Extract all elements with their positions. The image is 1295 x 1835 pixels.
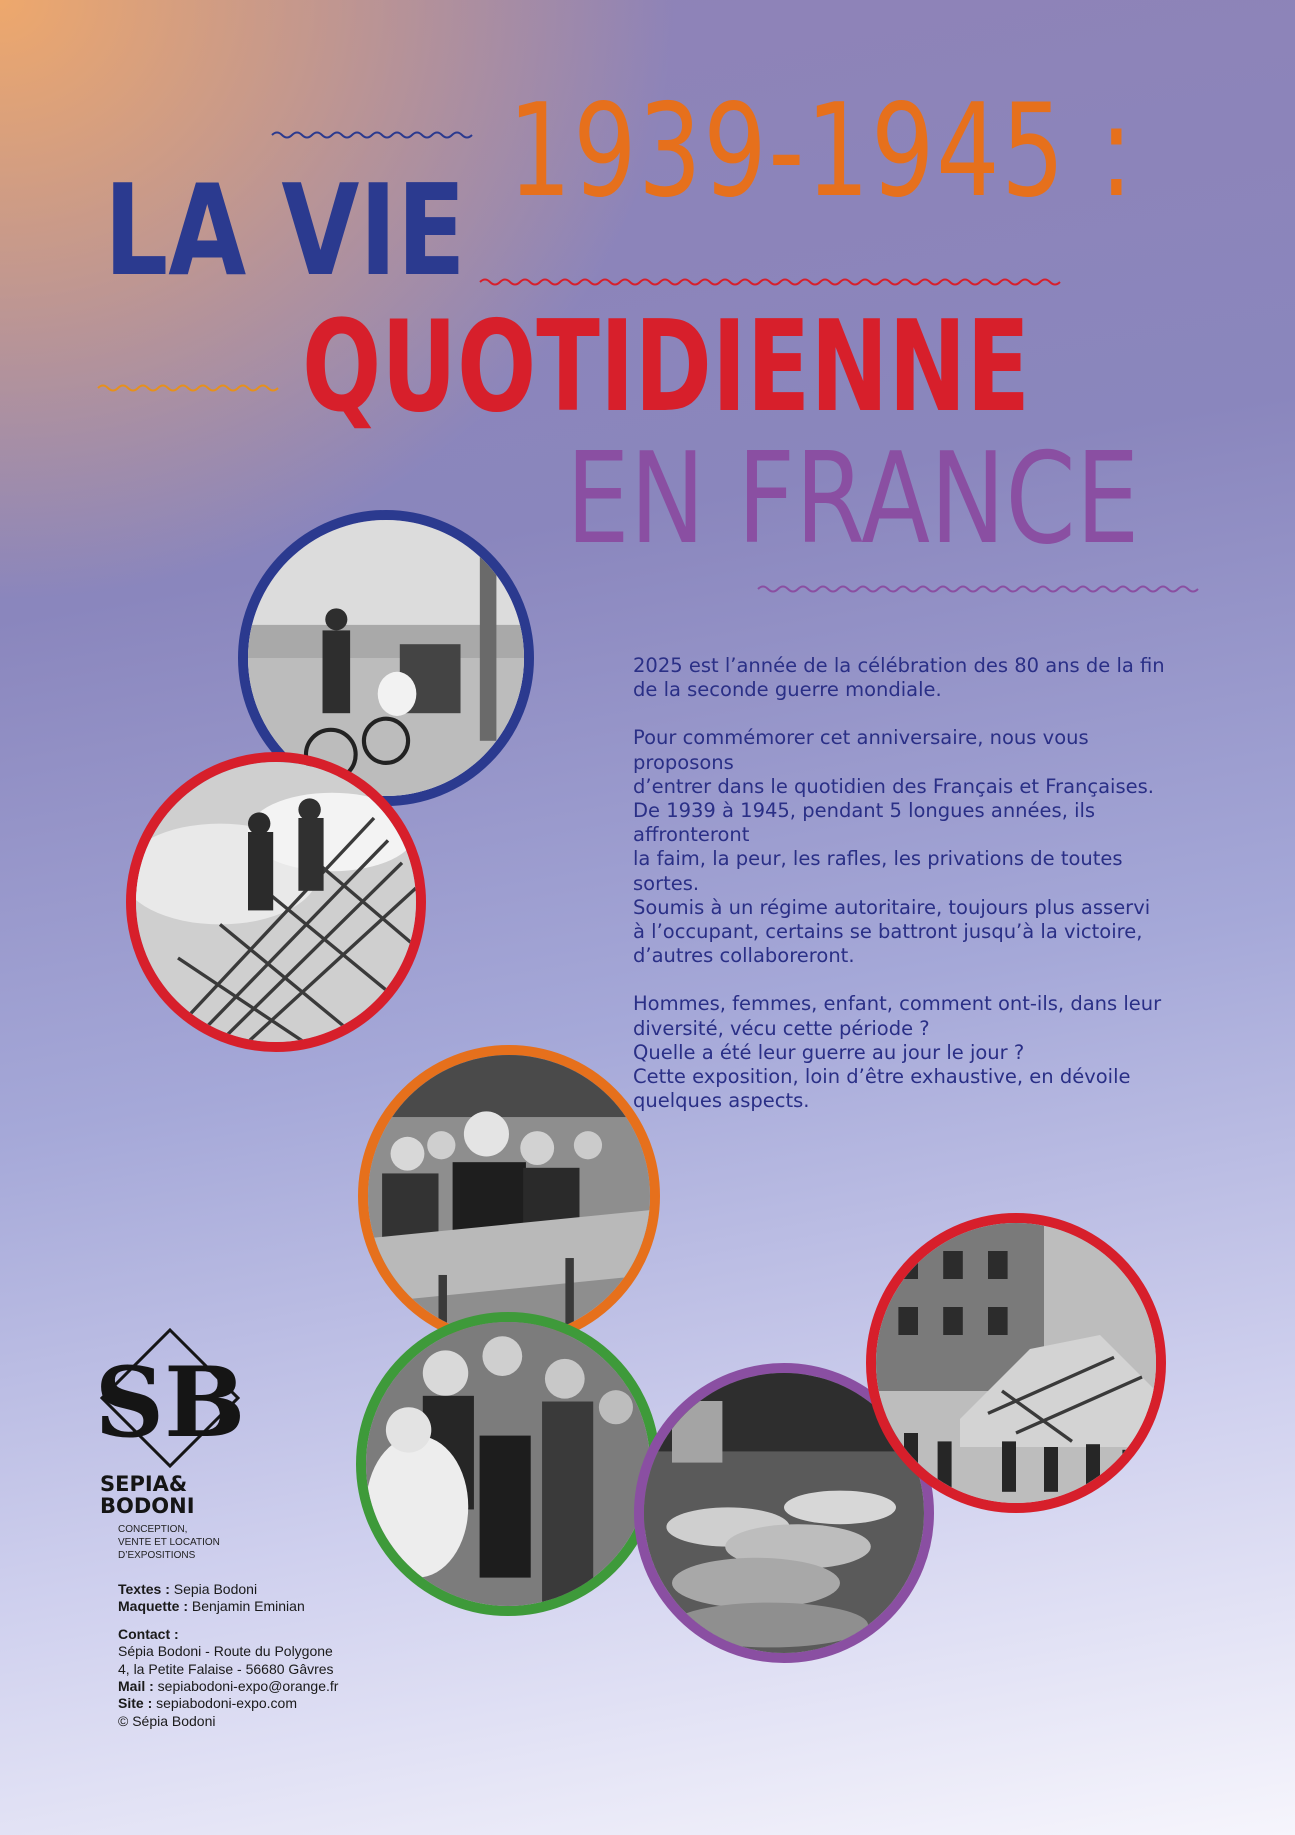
logo-tagline: CONCEPTION, VENTE ET LOCATION D’EXPOSITIONS: [118, 1524, 220, 1561]
credit-maquette: Maquette : Benjamin Eminian: [118, 1598, 305, 1615]
title-en-france: EN FRANCE: [566, 425, 1140, 572]
copyright: © Sépia Bodoni: [118, 1712, 216, 1729]
contact-address-2: 4, la Petite Falaise - 56680 Gâvres: [118, 1660, 334, 1677]
ruins-photo: [866, 1213, 1166, 1513]
logo-brand-line1: SEPIA&: [100, 1472, 188, 1496]
wave-red-middle: [480, 275, 1065, 289]
title-quotidienne: QUOTIDIENNE: [302, 293, 1031, 440]
title-la-vie: LA VIE: [104, 157, 466, 304]
contact-site[interactable]: Site : sepiabodoni-expo.com: [118, 1695, 297, 1712]
contact-mail[interactable]: Mail : sepiabodoni-expo@orange.fr: [118, 1678, 339, 1695]
credit-textes: Textes : Sepia Bodoni: [118, 1581, 258, 1597]
market-photo: [356, 1312, 660, 1616]
classroom-photo: [358, 1045, 660, 1347]
contact-label: Contact :: [118, 1625, 179, 1642]
title-years: 1939-1945 :: [508, 77, 1135, 226]
intro-paragraph-3: Hommes, femmes, enfant, comment ont-ils, dans leur diversité, vécu cette période ? Quelle a été leur guerre au jour le jour ? Cette exposition, loin d’être exhaustive, en dévoile quelques aspects.: [633, 992, 1162, 1113]
logo-brand: [100, 1473, 240, 1517]
intro-text: [633, 654, 1193, 1137]
soldiers-wire-photo: [126, 752, 426, 1052]
contact-address-1: Sépia Bodoni - Route du Polygone: [118, 1643, 333, 1660]
wave-purple-bottom: [758, 582, 1198, 596]
credits: [118, 1581, 418, 1730]
intro-paragraph-1: 2025 est l’année de la célébration des 80 ans de la fin de la seconde guerre mondiale.: [633, 654, 1165, 702]
sepia-bodoni-logo: [100, 1328, 240, 1562]
sb-monogram-icon: [100, 1328, 240, 1468]
logo-brand-line2: BODONI: [100, 1494, 195, 1518]
wave-orange-top: [272, 128, 477, 142]
wave-orange-left: [98, 381, 278, 395]
intro-paragraph-2: Pour commémorer cet anniversaire, nous vous proposons d’entrer dans le quotidien des Français et Françaises. De 1939 à 1945, pendant 5 longues années, ils affronteront la faim, la peur, les rafles, les privations de toutes sortes. Soumis à un régime autoritaire, toujours plus asservi à l’occupant, certains se battront jusqu’à la victoire, d’autres collaboreront.: [633, 726, 1154, 968]
sb-monogram-text: SB: [100, 1346, 240, 1459]
